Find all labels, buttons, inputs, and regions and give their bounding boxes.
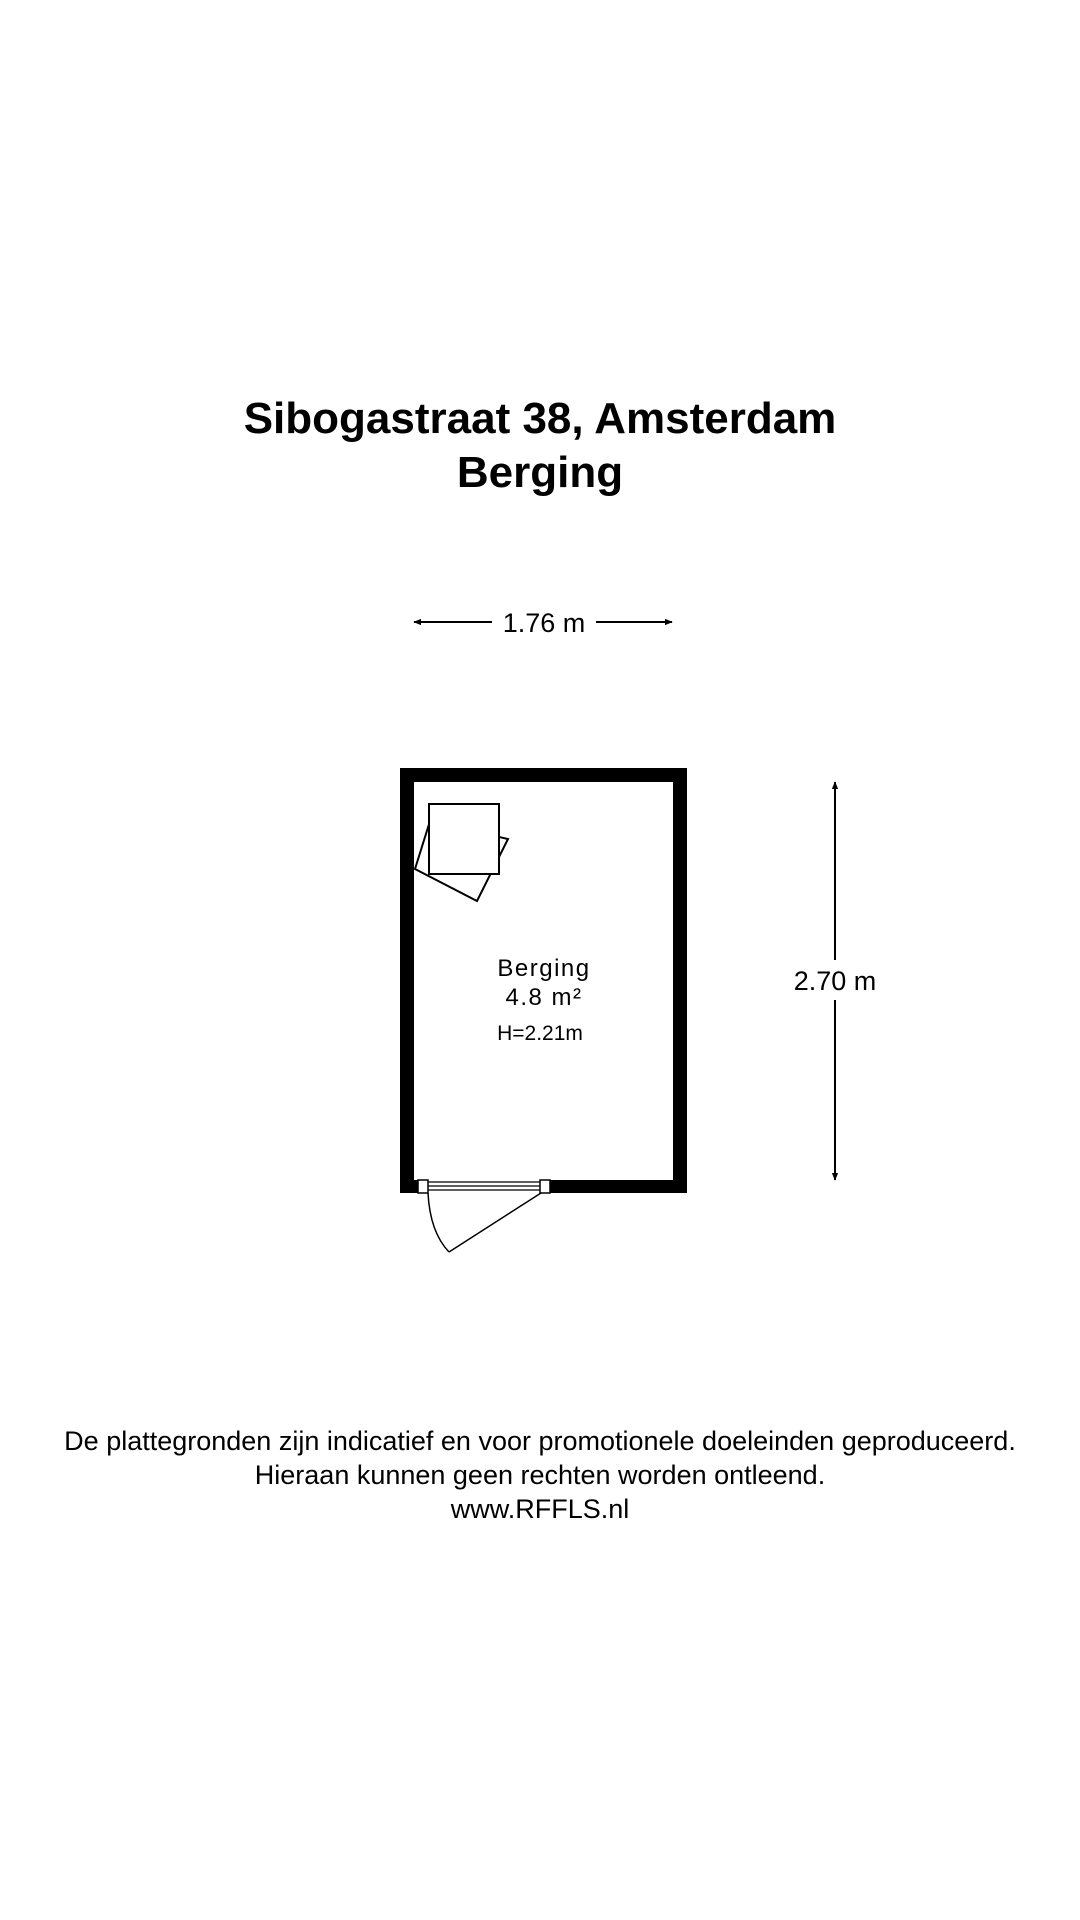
plan-title-floor: Berging [456,448,624,497]
width-dimension [414,608,672,638]
disclaimer-line-2: Hieraan kunnen geen rechten worden ontleend. [254,1460,826,1490]
door-jamb-left [418,1180,428,1193]
plan-title-address: Sibogastraat 38, Amsterdam [243,394,837,443]
height-dimension [794,782,877,1180]
disclaimer-line-1: De plattegronden zijn indicatief en voor promotionele doeleinden geproduceerd. [64,1426,1016,1456]
website-link[interactable]: www.RFFLS.nl [450,1494,630,1524]
furniture-boxes [415,804,508,901]
door-swing-arc [428,1193,449,1252]
door [418,1180,550,1252]
width-dimension-label: 1.76 m [502,608,586,638]
box-upright [429,804,499,874]
room-label [497,955,591,1045]
room-name: Berging [497,955,591,982]
height-dimension-label: 2.70 m [793,966,877,996]
door-leaf [449,1193,541,1252]
room-ceiling-height: H=2.21m [497,1022,583,1045]
room-area: 4.8 m² [505,984,583,1011]
door-jamb-right [540,1180,550,1193]
